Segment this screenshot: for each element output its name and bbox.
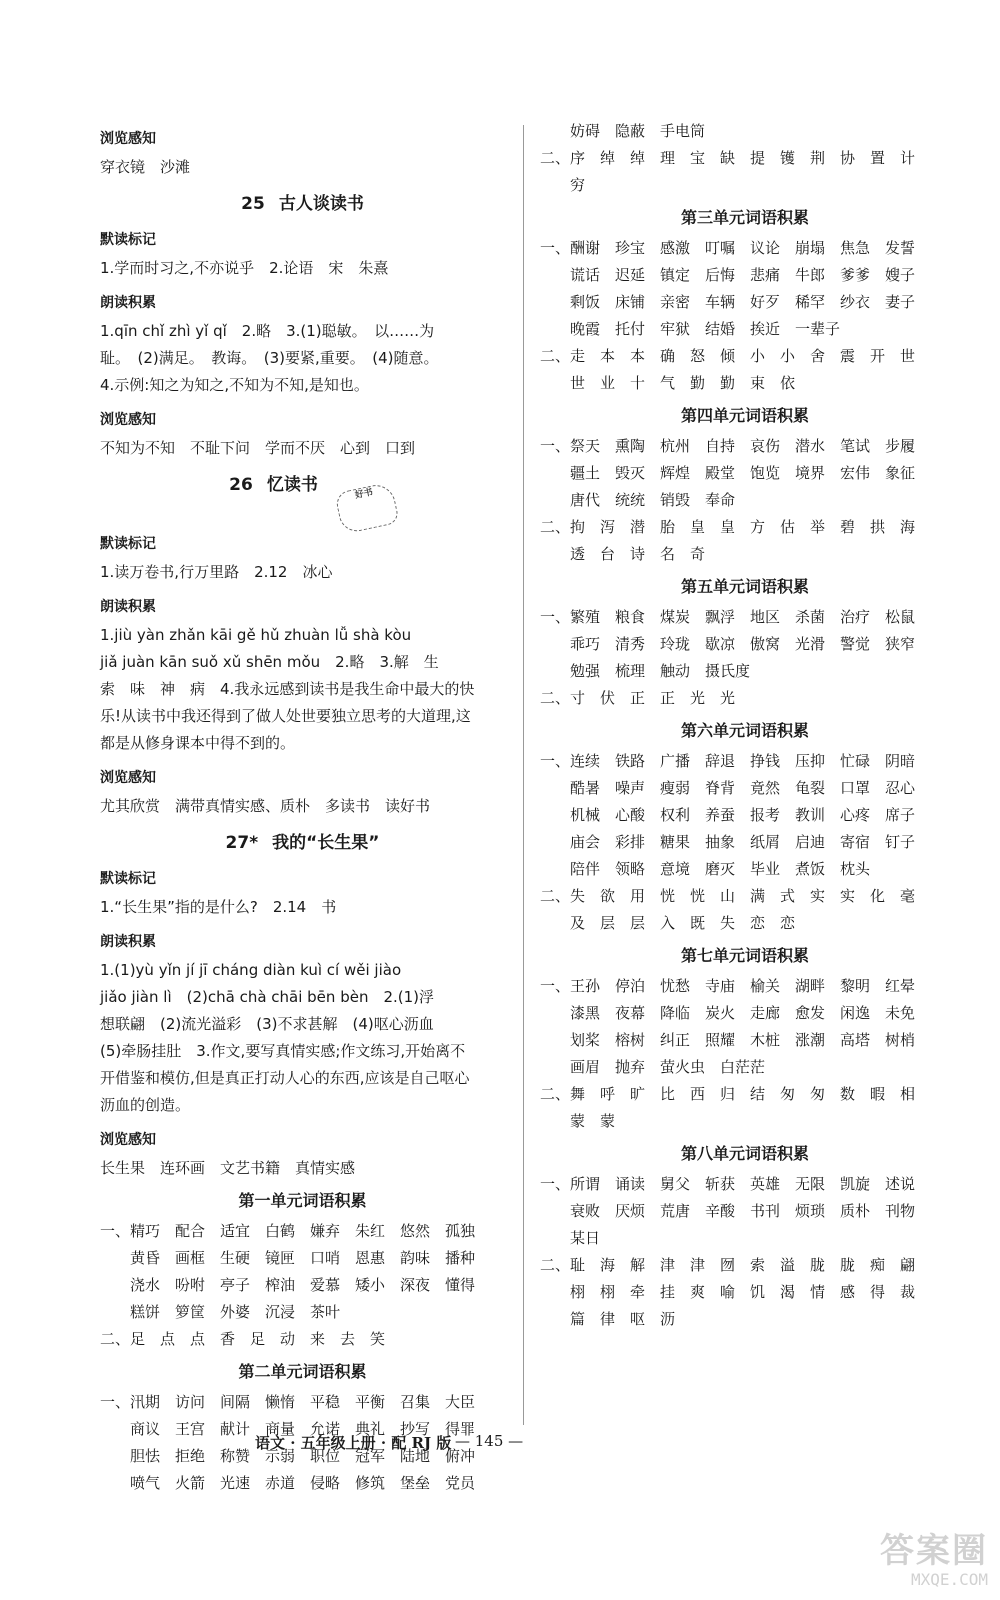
section-label: 浏览感知 <box>100 1132 156 1148</box>
answer-line: 勉强 梳理 触动 摄氏度 <box>540 662 751 680</box>
answer-line: 黄昏 画框 生硬 镜匣 口哨 恩惠 韵味 播种 <box>100 1249 476 1267</box>
answer-line: 4.示例:知之为知之,不知为不知,是知也。 <box>100 376 369 394</box>
answer-line: 沥血的创造。 <box>100 1096 191 1114</box>
answer-line: 穷 <box>540 176 586 194</box>
answer-line: 机械 心酸 权利 养蚕 报考 教训 心疼 席子 <box>540 806 916 824</box>
answer-line: 不知为不知 不耻下问 学而不厌 心到 口到 <box>100 439 416 457</box>
unit-heading <box>100 1186 505 1216</box>
answer-line: 耻。 (2)满足。 教诲。 (3)要紧,重要。 (4)随意。 <box>100 349 439 367</box>
answer-line: 喷气 火箭 光速 赤道 侵略 修筑 堡垒 党员 <box>100 1474 476 1492</box>
answer-line: 一、连续 铁路 广播 辞退 挣钱 压抑 忙碌 阴暗 <box>540 752 916 770</box>
lesson-title <box>100 828 505 858</box>
answer-line: 划桨 榕树 纠正 照耀 木桩 涨潮 高塔 树梢 <box>540 1031 916 1049</box>
answer-line: 开借鉴和模仿,但是真正打动人心的东西,应该是自己呕心 <box>100 1069 470 1087</box>
answer-line: 妨碍 隐蔽 手电筒 <box>540 122 706 140</box>
section-label: 默读标记 <box>100 232 156 248</box>
answer-line: 二、序 绰 绰 理 宝 缺 提 镬 荆 协 置 计 <box>540 149 916 167</box>
answer-line: 糕饼 箩筐 外婆 沉浸 茶叶 <box>100 1303 341 1321</box>
answer-line: 1.jiù yàn zhǎn kāi gě hǔ zhuàn lǚ shà kòu <box>100 626 412 644</box>
unit-heading <box>540 401 950 431</box>
lesson-number: 27* <box>225 833 259 853</box>
column-divider <box>523 125 524 1425</box>
section-label: 浏览感知 <box>100 412 156 428</box>
title-text: 第六单元词语积累 <box>680 721 809 740</box>
answer-line: 一、精巧 配合 适宜 白鹤 嫌弃 朱红 悠然 孤独 <box>100 1222 476 1240</box>
answer-line: 浇水 吩咐 亭子 榨油 爱慕 矮小 深夜 懂得 <box>100 1276 476 1294</box>
section-label: 默读标记 <box>100 536 156 552</box>
answer-line: 二、失 欲 用 恍 恍 山 满 式 实 实 化 毫 <box>540 887 916 905</box>
unit-heading <box>540 1139 950 1169</box>
section-label: 浏览感知 <box>100 770 156 786</box>
answer-line: jiǎo jiàn lì (2)chā chà chāi bēn bèn 2.(1)浮 <box>100 988 435 1006</box>
unit-heading <box>100 1357 505 1387</box>
answer-line: 一、繁殖 粮食 煤炭 飘浮 地区 杀菌 治疗 松鼠 <box>540 608 916 626</box>
answer-line: 谎话 迟延 镇定 后悔 悲痛 牛郎 爹爹 嫂子 <box>540 266 916 284</box>
answer-line: 1.学而时习之,不亦说乎 2.论语 宋 朱熹 <box>100 259 389 277</box>
answer-line: 二、寸 伏 正 正 光 光 <box>540 689 736 707</box>
answer-line: 1.读万卷书,行万里路 2.12 冰心 <box>100 563 333 581</box>
left-column <box>100 118 505 1497</box>
title-text: 我的“长生果” <box>272 833 380 853</box>
answer-line: 1.“长生果”指的是什么? 2.14 书 <box>100 898 337 916</box>
section-label: 浏览感知 <box>100 131 156 147</box>
right-column <box>540 118 950 1333</box>
answer-line: 索 味 神 病 4.我永远感到读书是我生命中最大的快 <box>100 680 475 698</box>
unit-heading <box>540 716 950 746</box>
answer-line: 栩 栩 牵 挂 爽 喻 饥 渴 情 感 得 裁 <box>540 1283 916 1301</box>
answer-line: (5)牵肠挂肚 3.作文,要写真情实感;作文练习,开始离不 <box>100 1042 466 1060</box>
title-text: 第七单元词语积累 <box>680 946 809 965</box>
title-text: 第一单元词语积累 <box>238 1191 367 1210</box>
answer-line: 剩饭 床铺 亲密 车辆 好歹 稀罕 纱衣 妻子 <box>540 293 916 311</box>
answer-line: 都是从修身课本中得不到的。 <box>100 734 296 752</box>
answer-line: 二、拘 泻 潜 胎 皇 皇 方 估 举 碧 拱 海 <box>540 518 916 536</box>
answer-line: 庙会 彩排 糖果 抽象 纸屑 启迪 寄宿 钉子 <box>540 833 916 851</box>
page-number: — 145 — <box>455 1432 524 1450</box>
unit-heading <box>540 203 950 233</box>
lesson-number: 26 <box>229 475 253 495</box>
section-label: 朗读积累 <box>100 295 156 311</box>
lesson-title <box>100 470 505 523</box>
answer-line: 二、舞 呼 旷 比 西 归 结 匆 匆 数 暇 相 <box>540 1085 916 1103</box>
answer-line: 乖巧 清秀 玲珑 歇凉 傲窝 光滑 警觉 狭窄 <box>540 635 916 653</box>
lesson-title <box>100 189 505 219</box>
answer-line: 尤其欣赏 满带真情实感、质朴 多读书 读好书 <box>100 797 431 815</box>
lesson-number: 25 <box>241 194 265 214</box>
stamp-mark: 好书 <box>334 481 399 534</box>
unit-heading <box>540 572 950 602</box>
title-text: 第四单元词语积累 <box>680 406 809 425</box>
answer-line: 二、走 本 本 确 怒 倾 小 小 舍 震 开 世 <box>540 347 916 365</box>
answer-line: 1.(1)yù yǐn jí jī cháng diàn kuì cí wěi jiào <box>100 961 402 979</box>
answer-line: 陪伴 领略 意境 磨灭 毕业 煮饭 枕头 <box>540 860 871 878</box>
answer-line: 篇 律 呕 沥 <box>540 1310 676 1328</box>
answer-line: 一、王孙 停泊 忧愁 寺庙 榆关 湖畔 黎明 红晕 <box>540 977 916 995</box>
watermark-url: MXQE.COM <box>910 1570 988 1589</box>
title-text: 第八单元词语积累 <box>680 1144 809 1163</box>
watermark-text: 答案圈 <box>880 1531 988 1571</box>
answer-line: 想联翩 (2)流光溢彩 (3)不求甚解 (4)呕心沥血 <box>100 1015 434 1033</box>
title-text: 古人谈读书 <box>278 194 364 214</box>
footer-subject: 语文 · 五年级上册 · 配 RJ 版 <box>255 1434 452 1452</box>
answer-line: 二、足 点 点 香 足 动 来 去 笑 <box>100 1330 386 1348</box>
answer-line: 二、耻 海 解 津 津 囫 索 溢 胧 胧 痴 翩 <box>540 1256 916 1274</box>
section-label: 默读标记 <box>100 871 156 887</box>
answer-line: 商议 王宫 献计 商量 允诺 典礼 抄写 得罪 <box>100 1420 476 1438</box>
answer-line: 及 层 层 入 既 失 恋 恋 <box>540 914 796 932</box>
answer-line: 一、汛期 访问 间隔 懒惰 平稳 平衡 召集 大臣 <box>100 1393 476 1411</box>
answer-line: 穿衣镜 沙滩 <box>100 158 191 176</box>
answer-line: 衰败 厌烦 荒唐 辛酸 书刊 烦琐 质朴 刊物 <box>540 1202 916 1220</box>
title-text: 第三单元词语积累 <box>680 208 809 227</box>
answer-line: 一、酬谢 珍宝 感激 叮嘱 议论 崩塌 焦急 发誓 <box>540 239 916 257</box>
answer-line: 漆黑 夜幕 降临 炭火 走廊 愈发 闲逸 未免 <box>540 1004 916 1022</box>
watermark-logo <box>838 1532 988 1592</box>
answer-line: 酷暑 噪声 瘦弱 脊背 竟然 龟裂 口罩 忍心 <box>540 779 916 797</box>
title-text: 忆读书 <box>266 475 318 495</box>
answer-line: 蒙 蒙 <box>540 1112 616 1130</box>
answer-line: 1.qīn chǐ zhì yǐ qǐ 2.略 3.(1)聪敏。 以……为 <box>100 322 435 340</box>
answer-line: 画眉 抛弃 萤火虫 白茫茫 <box>540 1058 766 1076</box>
answer-line: 唐代 统统 销毁 奉命 <box>540 491 736 509</box>
answer-line: 透 台 诗 名 奇 <box>540 545 706 563</box>
answer-line: 疆土 毁灭 辉煌 殿堂 饱览 境界 宏伟 象征 <box>540 464 916 482</box>
title-text: 第二单元词语积累 <box>238 1362 367 1381</box>
answer-line: 一、所谓 诵读 舅父 斩获 英雄 无限 凯旋 述说 <box>540 1175 916 1193</box>
section-label: 朗读积累 <box>100 934 156 950</box>
answer-line: 晚霞 托付 牢狱 结婚 挨近 一辈子 <box>540 320 841 338</box>
answer-line: jiǎ juàn kān suǒ xǔ shēn mǒu 2.略 3.解 生 <box>100 653 439 671</box>
title-text: 第五单元词语积累 <box>680 577 809 596</box>
answer-line: 世 业 十 气 勤 勤 束 依 <box>540 374 796 392</box>
answer-line: 长生果 连环画 文艺书籍 真情实感 <box>100 1159 356 1177</box>
answer-line: 某日 <box>540 1229 601 1247</box>
answer-line: 胆怯 拒绝 称赞 示弱 职位 冠军 陆地 俯冲 <box>100 1447 476 1465</box>
answer-line: 乐!从读书中我还得到了做人处世要独立思考的大道理,这 <box>100 707 471 725</box>
answer-line: 一、祭天 熏陶 杭州 自持 哀伤 潜水 笔试 步履 <box>540 437 916 455</box>
unit-heading <box>540 941 950 971</box>
section-label: 朗读积累 <box>100 599 156 615</box>
